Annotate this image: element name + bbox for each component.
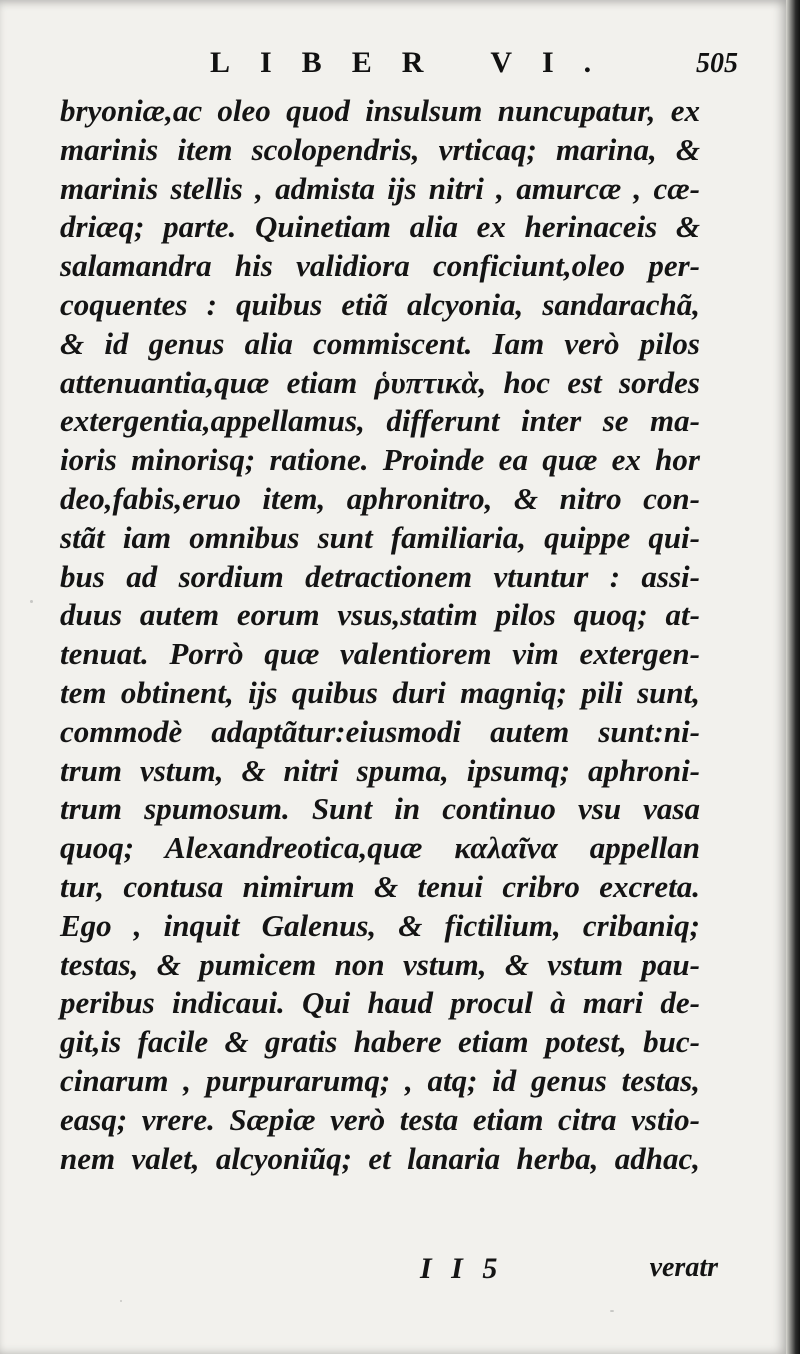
page-footer [60, 1252, 718, 1292]
paper-speck [610, 1310, 614, 1312]
text-line: & id genus alia commiscent. Iam verò pilos [60, 325, 700, 361]
signature-mark: I I 5 [420, 1252, 504, 1285]
text-line: salamandra his validiora conficiunt,oleo per- [60, 248, 700, 284]
text-line: bryoniæ,ac oleo quod insulsum nuncupatur, ex [60, 93, 700, 128]
text-line: trum spumosum. Sunt in continuo vsu vasa [60, 791, 700, 827]
text-line: attenuantia,quæ etiam ῥυπτικὰ, hoc est sordes [60, 364, 700, 400]
text-line: nem valet, alcyoniũq; et lanaria herba, adhac, [60, 1140, 700, 1176]
running-head: LIBER VI. [210, 46, 622, 79]
text-line: bus ad sordium detractionem vtuntur : assi- [60, 558, 700, 594]
catchword: veratr [649, 1252, 718, 1283]
text-line: stãt iam omnibus sunt familiaria, quippe qui- [60, 519, 700, 555]
text-line: tur, contusa nimirum & tenui cribro excreta. [60, 868, 700, 904]
text-line: tenuat. Porrò quæ valentiorem vim extergen- [60, 636, 700, 672]
text-line: marinis item scolopendris, vrticaq; marina, & [60, 131, 700, 167]
text-line: coquentes : quibus etiã alcyonia, sandarachã, [60, 286, 700, 322]
page-header [60, 46, 740, 86]
text-line: deo,fabis,eruo item, aphronitro, & nitro con- [60, 480, 700, 516]
text-line: ioris minorisq; ratione. Proinde ea quæ ex hor [60, 442, 700, 478]
text-line: marinis stellis , admista ijs nitri , amurcæ , cæ- [60, 170, 700, 206]
text-line: commodè adaptãtur:eiusmodi autem sunt:ni- [60, 713, 700, 749]
text-line: testas, & pumicem non vstum, & vstum pau- [60, 946, 700, 982]
paper-speck [30, 600, 33, 603]
text-line: duus autem eorum vsus,statim pilos quoq; at- [60, 597, 700, 633]
text-line: extergentia,appellamus, differunt inter se ma- [60, 403, 700, 439]
text-line: Ego , inquit Galenus, & fictilium, cribaniq; [60, 907, 700, 943]
page-edge-shadow [786, 0, 800, 1354]
text-line: trum vstum, & nitri spuma, ipsumq; aphroni- [60, 752, 700, 788]
text-line: cinarum , purpurarumq; , atq; id genus testas, [60, 1062, 700, 1098]
page-number: 505 [696, 48, 738, 79]
paper-speck [120, 1300, 122, 1302]
text-line: quoq; Alexandreotica,quæ καλαῖνα appellan [60, 830, 700, 866]
text-line: peribus indicaui. Qui haud procul à mari de- [60, 985, 700, 1021]
text-line: easq; vrere. Sæpiæ verò testa etiam citra vstio- [60, 1101, 700, 1137]
text-line: git,is facile & gratis habere etiam potest, buc- [60, 1024, 700, 1060]
text-line: driæq; parte. Quinetiam alia ex herinaceis & [60, 209, 700, 245]
text-line: tem obtinent, ijs quibus duri magniq; pili sunt, [60, 674, 700, 710]
body-text [60, 92, 700, 1178]
